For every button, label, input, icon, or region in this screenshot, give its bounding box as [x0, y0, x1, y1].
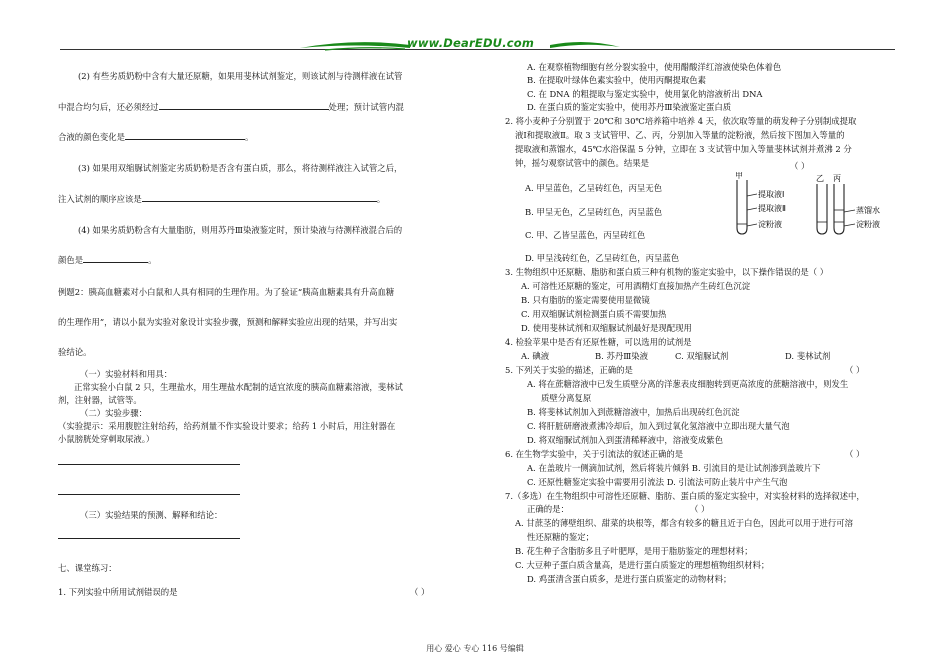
answer-blank[interactable]	[142, 192, 377, 202]
q3-option-d: D. 使用斐林试剂和双缩脲试剂最好是现配现用	[521, 323, 692, 333]
answer-blank[interactable]	[159, 100, 329, 110]
q3-stem: 3. 生物组织中还原糖、脂肪和蛋白质三种有机物的鉴定实验中，以下操作错误的是（ ）	[505, 267, 829, 277]
q2-line1: (2) 有些劣质奶粉中含有大量还原糖，如果用斐林试剂鉴定，则该试剂与待测样液在试管	[78, 71, 403, 81]
q3-option-b: B. 只有脂肪的鉴定需要使用显微镜	[521, 295, 650, 305]
q4-option-c: C. 双缩脲试剂	[675, 351, 729, 361]
q2-stem-line2: 液Ⅰ和提取液Ⅱ。取 3 支试管甲、乙、丙，分别加入等量的淀粉液，然后按下图加入等量的	[515, 130, 845, 140]
page-footer: 用心 爱心 专心 116 号编辑	[426, 644, 524, 653]
steps-hint-line1: （实验提示：采用腹腔注射给药，给药剂量不作实验设计要求；给药 1 小时后，用注射器在	[58, 421, 396, 431]
example-line2: 的生理作用”，请以小鼠为实验对象设计实验步骤，预测和解释实验应出现的结果，并写出实	[58, 317, 398, 327]
q3-line1: (3) 如果用双缩脲试剂鉴定劣质奶粉是否含有蛋白质，那么，将待测样液注入试管之后，	[78, 163, 403, 173]
section-results-title: （三）实验结果的预测、解释和结论：	[80, 510, 223, 520]
q2-option-d: D. 甲呈浅砖红色，乙呈砖红色，丙呈蓝色	[525, 253, 680, 263]
q3-line2-tail: 。	[376, 194, 386, 204]
example-line3: 验结论。	[58, 347, 92, 357]
answer-line[interactable]	[58, 464, 240, 465]
q3-line2-text: 注入试剂的顺序应该是	[58, 194, 142, 204]
q7-option-b: B. 花生种子含脂肪多且子叶肥厚，是用于脂肪鉴定的理想材料；	[515, 546, 753, 556]
q2-stem-line1: 2. 将小麦种子分别置于 20℃和 30℃培养箱中培养 4 天，依次取等量的萌发种子分别制成提取	[505, 116, 857, 126]
answer-line[interactable]	[58, 538, 240, 539]
label-extract-1: 提取液Ⅰ	[758, 190, 785, 199]
q4-option-b: B. 苏丹Ⅲ染液	[595, 351, 649, 361]
q2-stem-line4: 钟，摇匀观察试管中的颜色。结果是	[515, 158, 649, 168]
label-bing: 丙	[833, 174, 841, 183]
q7-paren: （ ）	[690, 504, 710, 514]
label-yi: 乙	[816, 174, 824, 183]
label-extract-2: 提取液Ⅱ	[758, 204, 786, 213]
q5-option-a-line2: 质壁分离复原	[541, 393, 592, 403]
q5-paren: （ ）	[845, 365, 865, 375]
q2-line2-tail: 处理；预计试管内混	[328, 102, 404, 112]
answer-blank[interactable]	[125, 130, 245, 140]
q5-stem: 5. 下列关于实验的描述，正确的是	[505, 365, 633, 375]
q2-paren: （ ）	[790, 161, 810, 171]
section-steps-title: （二）实验步骤：	[80, 408, 147, 418]
q4-option-d: D. 斐林试剂	[785, 351, 831, 361]
q2-line3-text: 合液的颜色变化是	[58, 132, 125, 142]
q7-option-c: C. 大豆种子蛋白质含量高，是进行蛋白质鉴定的理想植物组织材料；	[515, 560, 770, 570]
q2-option-b: B. 甲呈无色，乙呈砖红色，丙呈蓝色	[525, 207, 663, 217]
test-tube-figure	[727, 172, 907, 238]
q7-stem-line2: 正确的是：	[527, 504, 569, 514]
tube-bing	[834, 184, 844, 234]
q2-stem-line3: 提取液和蒸馏水，45℃水浴保温 5 分钟，立即在 3 支试管中加入等量斐林试剂并煮沸 2 分	[515, 144, 852, 154]
q7-option-d: D. 鸡蛋清含蛋白质多，是进行蛋白质鉴定的动物材料；	[527, 574, 732, 584]
q7-stem-line1: 7.（多选）在生物组织中可溶性还原糖、脂肪、蛋白质的鉴定实验中，对实验材料的选择叙述中，	[505, 491, 865, 501]
steps-hint-line2: 小鼠膀胱处穿刺取尿液。）	[58, 434, 155, 444]
answer-blank[interactable]	[83, 253, 148, 263]
label-distilled-water: 蒸馏水	[856, 206, 880, 215]
section-materials-title: （一）实验材料和用具：	[80, 369, 173, 379]
q4-stem: 4. 检验苹果中是否有还原性糖，可以选用的试剂是	[505, 337, 692, 347]
q3-option-a: A. 可溶性还原糖的鉴定，可用酒精灯直接加热产生砖红色沉淀	[521, 281, 751, 291]
q1-option-d: D. 在蛋白质的鉴定实验中，使用苏丹Ⅲ染液鉴定蛋白质	[527, 102, 732, 112]
question-1-paren: （ ）	[410, 587, 430, 597]
q2-option-c: C. 甲、乙皆呈蓝色，丙呈砖红色	[525, 230, 646, 240]
q1-option-b: B. 在提取叶绿体色素实验中，使用丙酮提取色素	[527, 75, 706, 85]
label-starch-right: 淀粉液	[856, 220, 880, 229]
q5-option-c: C. 将肝脏研磨液煮沸冷却后，加入到过氧化氢溶液中立即出现大量气泡	[527, 421, 790, 431]
label-starch-left: 淀粉液	[758, 220, 782, 229]
practice-title: 七、课堂练习：	[58, 563, 117, 573]
q2-line3	[58, 130, 253, 143]
q7-option-a-line1: A. 甘蔗茎的薄壁组织、甜菜的块根等，都含有较多的糖且近于白色，因此可以用于进行可溶	[515, 518, 853, 528]
test-tubes-diagram	[727, 172, 907, 238]
tube-yi	[817, 184, 827, 234]
q5-option-d: D. 将双缩脲试剂加入到蛋清稀释液中，溶液变成紫色	[527, 435, 723, 445]
question-1: 1. 下列实验中所用试剂错误的是	[58, 587, 178, 597]
q2-line2-text: 中混合均匀后，还必须经过	[58, 102, 159, 112]
dearedu-logo	[295, 32, 625, 58]
label-jia: 甲	[735, 172, 743, 180]
q6-options-cd: C. 还原性糖鉴定实验中需要用引流法 D. 引流法可防止装片中产生气泡	[527, 477, 788, 487]
q4-line2-tail: 。	[148, 255, 157, 265]
tube-jia	[737, 180, 747, 234]
page-header	[0, 0, 950, 60]
q1-option-a: A. 在观察植物细胞有丝分裂实验中，使用醋酸洋红溶液使染色体着色	[527, 62, 782, 72]
q4-line2	[58, 253, 157, 266]
q6-stem: 6. 在生物学实验中，关于引流法的叙述正确的是	[505, 449, 684, 459]
materials-line2: 剂，注射器，试管等。	[58, 395, 142, 405]
materials-line1: 正常实验小白鼠 2 只，生理盐水，用生理盐水配制的适宜浓度的胰高血糖素溶液，斐林试	[74, 382, 403, 392]
q1-option-c: C. 在 DNA 的粗提取与鉴定实验中，使用氯化钠溶液析出 DNA	[527, 89, 763, 99]
q6-options-ab: A. 在盖玻片一侧滴加试剂，然后将装片倾斜 B. 引流目的是让试剂渗到盖玻片下	[527, 463, 821, 473]
q2-option-a: A. 甲呈蓝色，乙呈砖红色，丙呈无色	[525, 183, 662, 193]
q6-paren: （ ）	[845, 449, 865, 459]
q7-option-a-line2: 性还原糖的鉴定；	[527, 532, 594, 542]
q2-line3-tail: 。	[245, 132, 254, 142]
q2-line2	[58, 100, 404, 113]
example-line1: 例题2：胰高血糖素对小白鼠和人具有相同的生理作用。为了验证“胰高血糖素具有升高血糖	[58, 287, 395, 297]
q5-option-a-line1: A. 将在蔗糖溶液中已发生质壁分离的洋葱表皮细胞转到更高浓度的蔗糖溶液中，则发生	[527, 379, 849, 389]
logo-text: www.DearEDU.com	[407, 36, 535, 50]
q4-line1: (4) 如果劣质奶粉含有大量脂肪，则用苏丹Ⅲ染液鉴定时，预计染液与待测样液混合后的	[78, 225, 403, 235]
answer-line[interactable]	[58, 494, 240, 495]
q4-option-a: A. 碘液	[521, 351, 550, 361]
q3-option-c: C. 用双缩脲试剂检测蛋白质不需要加热	[521, 309, 667, 319]
q4-line2-text: 颜色是	[58, 255, 84, 265]
q3-line2	[58, 192, 385, 205]
q5-option-b: B. 将斐林试剂加入到蔗糖溶液中，加热后出现砖红色沉淀	[527, 407, 740, 417]
